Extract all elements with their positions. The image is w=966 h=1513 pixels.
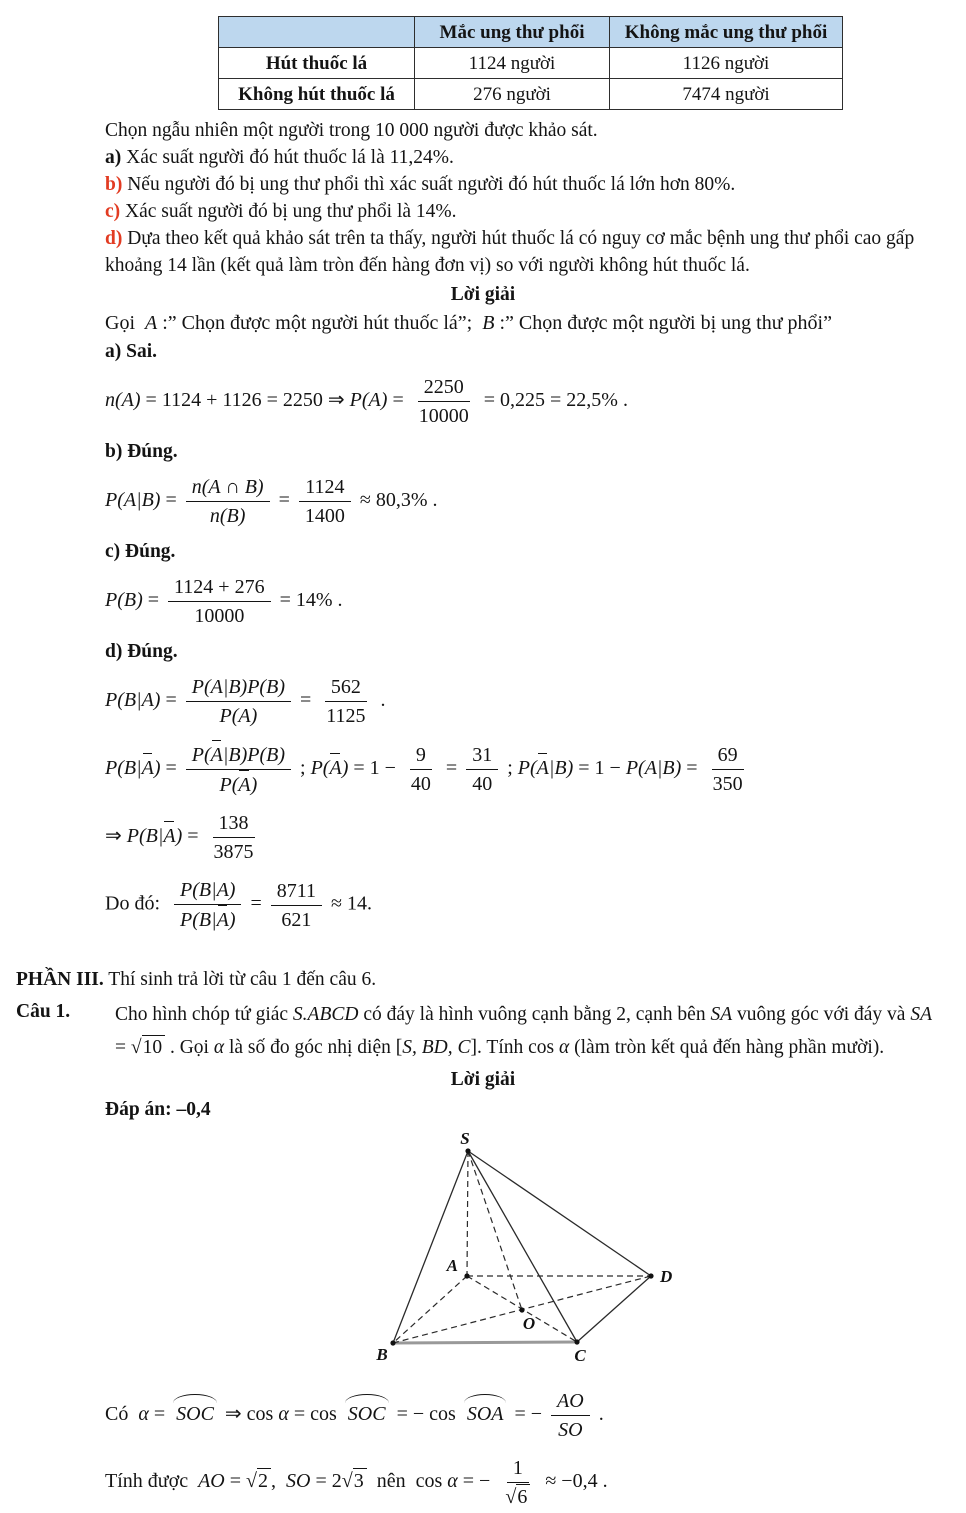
statement-b-text: Nếu người đó bị ung thư phổi thì xác suất người đó hút thuốc lá lớn hơn 80%. — [122, 174, 736, 195]
edge-CD — [577, 1276, 651, 1342]
statement-a-text: Xác suất người đó hút thuốc lá là 11,24%. — [121, 147, 454, 168]
formula-g2: Tính được AO = √2 , SO = 2√3 nên cos α = − $\frac{1}{√6}$ ≈ −0,4 . — [105, 1457, 608, 1508]
events-definition: Gọi A :” Chọn được một người hút thuốc lá”; B :” Chọn được một người bị ung thư phổi” — [105, 312, 832, 334]
statement-b — [105, 171, 936, 198]
row-label-smoker: Hút thuốc lá — [219, 48, 415, 79]
table-row — [219, 79, 843, 110]
statement-a — [105, 144, 936, 171]
solution-heading: Lời giải — [450, 284, 516, 305]
vertex-label-B: B — [376, 1345, 388, 1364]
survey-table-wrap — [218, 16, 966, 110]
question-1-label: Câu 1. — [16, 1001, 71, 1022]
vertex-label-C: C — [574, 1346, 586, 1365]
edge-SA — [467, 1151, 468, 1276]
problem-intro: Chọn ngẫu nhiên một người trong 10 000 người được khảo sát. — [105, 120, 598, 141]
part3-heading: PHẦN III. — [16, 969, 104, 990]
table-corner-cell — [219, 17, 415, 48]
formula-d4: Do đó: $\frac{P(B|A)}{P(B|A)}$ = $\frac{8711}{621}$ ≈ 14. — [105, 879, 373, 931]
part3-heading-row — [16, 966, 936, 993]
table-header-row — [219, 17, 843, 48]
formula-a: n(A) = 1124 + 1126 = 2250 ⇒ P(A) = $\frac{2250}{10000}$ = 0,225 = 22,5% . — [105, 376, 628, 427]
statement-d — [105, 225, 936, 279]
solution2-heading: Lời giải — [450, 1069, 516, 1090]
row-label-nonsmoker: Không hút thuốc lá — [219, 79, 415, 110]
pyramid-diagram — [372, 1131, 966, 1373]
vertex-dot-S — [465, 1148, 470, 1153]
statement-c-text: Xác suất người đó bị ung thư phổi là 14%. — [120, 201, 457, 222]
edge-SB — [393, 1151, 468, 1343]
statement-d-text: Dựa theo kết quả khảo sát trên ta thấy, người hút thuốc lá có nguy cơ mắc bệnh ung thư phổi cao gấp khoảng 14 lần (kết quả làm tròn đến hàng đơn vị) so với người không hút thuốc lá. — [105, 228, 915, 276]
survey-table — [218, 16, 843, 110]
part-d-label: d) Đúng. — [105, 641, 178, 662]
answer-line: Đáp án: –0,4 — [105, 1099, 211, 1120]
vertex-label-D: D — [660, 1267, 673, 1286]
vertex-dot-D — [648, 1273, 653, 1278]
formula-g1: Có α = SOC ⇒ cos α = cos SOC = − cos SOA = − $\frac{AO}{SO}$ . — [105, 1390, 604, 1441]
part-c-label: c) Đúng. — [105, 541, 176, 562]
formula-d1: P(B|A) = $\frac{P(A|B)P(B)}{P(A)}$ = $\frac{562}{1125}$ . — [105, 676, 386, 727]
part-b-label: b) Đúng. — [105, 441, 178, 462]
edge-BC — [393, 1342, 577, 1343]
cell-nonsmoker-cancer: 276 người — [415, 79, 610, 110]
cell-smoker-no-cancer: 1126 người — [610, 48, 843, 79]
statement-a-label: a) — [105, 147, 122, 168]
cell-smoker-cancer: 1124 người — [415, 48, 610, 79]
statement-c-label: c) — [105, 201, 121, 222]
pyramid-svg — [372, 1131, 702, 1373]
part-a-label: a) Sai. — [105, 341, 158, 362]
question-1-body: Cho hình chóp tứ giác S.ABCD có đáy là hình vuông cạnh bằng 2, cạnh bên SA vuông góc với đáy và SA = √10 . Gọi α là số đo góc nhị diện [S, BD, C]. Tính cos α (làm tròn kết quả đến hàng phần mười). — [115, 1004, 937, 1058]
vertex-dot-C — [574, 1339, 579, 1344]
table-row — [219, 48, 843, 79]
vertex-dot-B — [390, 1340, 395, 1345]
formula-d3: ⇒ P(B|A) = $\frac{138}{3875}$ — [105, 812, 254, 863]
cell-nonsmoker-no-cancer: 7474 người — [610, 79, 843, 110]
statement-d-label: d) — [105, 228, 123, 249]
col-header-no-cancer: Không mắc ung thư phổi — [610, 17, 843, 48]
statement-c — [105, 198, 936, 225]
formula-c: P(B) = $\frac{1124 + 276}{10000}$ = 14% . — [105, 576, 343, 627]
question-1 — [16, 998, 950, 1064]
formula-d2: P(B|A) = $\frac{P(A|B)P(B)}{P(A)}$ ; P(A) = 1 − $\frac{9}{40}$ = $\frac{31}{40}$ ; P(A|B) = 1 − P(A|B) = $\frac{69}{350}$ — [105, 738, 936, 801]
vertex-label-S: S — [460, 1131, 470, 1148]
vertex-dot-O — [519, 1307, 524, 1312]
vertex-label-A: A — [446, 1256, 458, 1275]
col-header-cancer: Mắc ung thư phổi — [415, 17, 610, 48]
statement-b-label: b) — [105, 174, 123, 195]
vertex-dot-A — [464, 1273, 469, 1278]
edge-AB — [393, 1276, 467, 1343]
edge-SD — [468, 1151, 651, 1276]
vertex-label-O: O — [522, 1314, 536, 1333]
part3-text: Thí sinh trả lời từ câu 1 đến câu 6. — [103, 969, 377, 990]
formula-b: P(A|B) = $\frac{n(A \cap B)}{n(B)}$ = $\frac{1124}{1400}$ ≈ 80,3% . — [105, 476, 438, 527]
